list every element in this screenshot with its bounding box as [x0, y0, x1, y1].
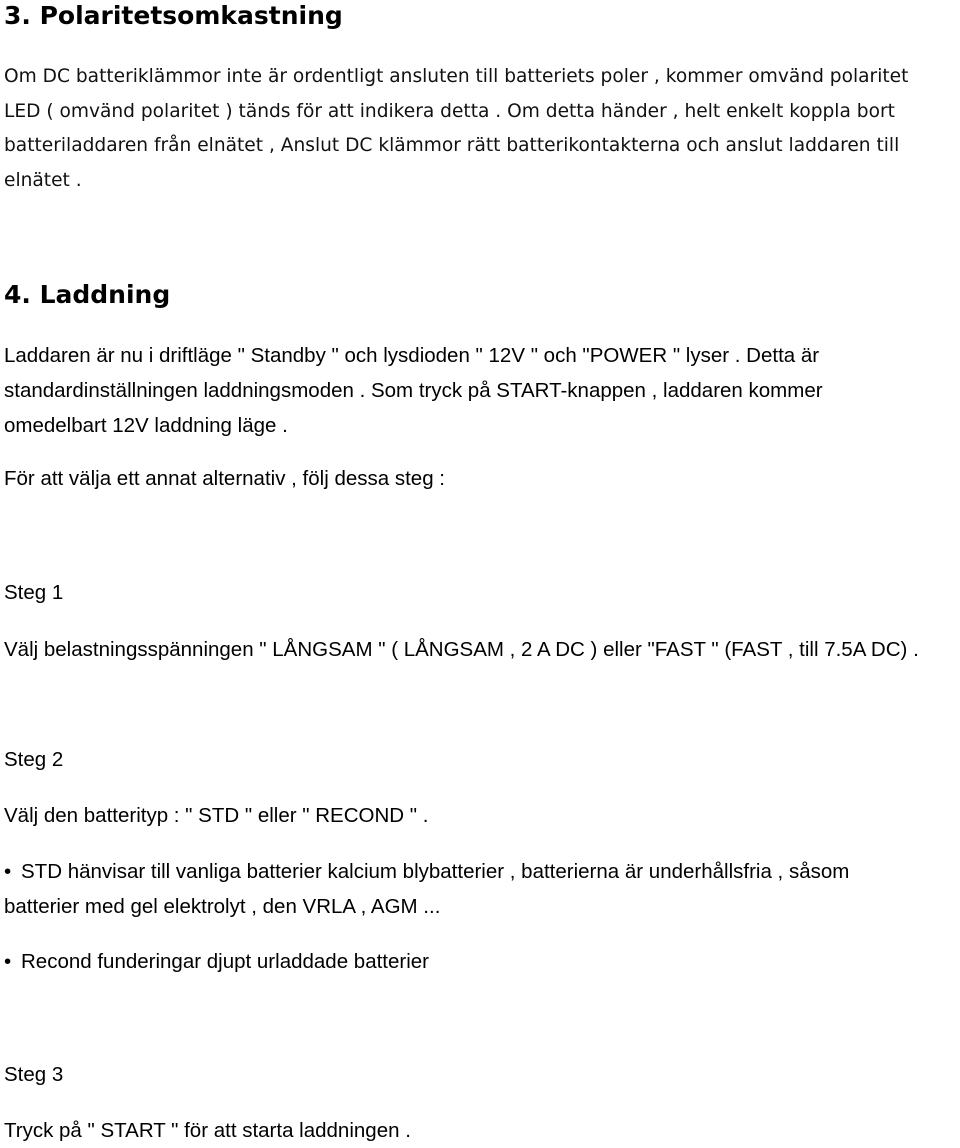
bullet-std-line-1	[4, 854, 849, 889]
polarity-line-3: batteriladdaren från elnätet , Anslut DC klämmor rätt batterikontakterna och anslut laddaren till	[4, 135, 900, 156]
step-3-label: Steg 3	[4, 1063, 64, 1086]
section-heading-charging: 4. Laddning	[4, 280, 171, 309]
polarity-line-4: elnätet .	[4, 169, 82, 191]
polarity-paragraph	[4, 60, 908, 198]
bullet-std-line-2: batterier med gel elektrolyt , den VRLA , AGM ...	[4, 895, 441, 918]
step-1-label: Steg 1	[4, 581, 64, 604]
bullet-icon: •	[4, 950, 12, 973]
section-heading-polarity: 3. Polaritetsomkastning	[4, 1, 343, 30]
charging-intro-line-1: Laddaren är nu i driftläge " Standby " och lysdioden " 12V " och "POWER " lyser . Detta är	[4, 344, 820, 367]
step-3-text: Tryck på " START " för att starta laddningen .	[4, 1119, 411, 1142]
polarity-line-2: LED ( omvänd polaritet ) tänds för att indikera detta . Om detta händer , helt enkelt koppla bort	[4, 100, 895, 122]
step-1-text: Välj belastningsspänningen " LÅNGSAM " ( LÅNGSAM , 2 A DC ) eller "FAST " (FAST , till 7.5A DC) .	[4, 638, 919, 661]
bullet-recond-text: Recond funderingar djupt urladdade batterier	[21, 950, 429, 973]
bullet-std	[4, 854, 849, 924]
charging-intro-paragraph	[4, 338, 823, 443]
step-2-text: Välj den batterityp : " STD " eller " RECOND " .	[4, 804, 429, 827]
bullet-std-text-1: STD hänvisar till vanliga batterier kalcium blybatterier , batterierna är underhållsfria , såsom	[21, 860, 850, 883]
charging-intro-line-2: standardinställningen laddningsmoden . Som tryck på START-knappen , laddaren kommer	[4, 379, 823, 402]
charging-intro-line-3: omedelbart 12V laddning läge .	[4, 414, 288, 437]
step-2-label: Steg 2	[4, 748, 64, 771]
bullet-recond	[4, 944, 429, 979]
polarity-line-1: Om DC batteriklämmor inte är ordentligt ansluten till batteriets poler , kommer omvänd polaritet	[4, 66, 909, 87]
bullet-icon: •	[4, 860, 12, 883]
instruction-text: För att välja ett annat alternativ , följ dessa steg :	[4, 467, 445, 490]
